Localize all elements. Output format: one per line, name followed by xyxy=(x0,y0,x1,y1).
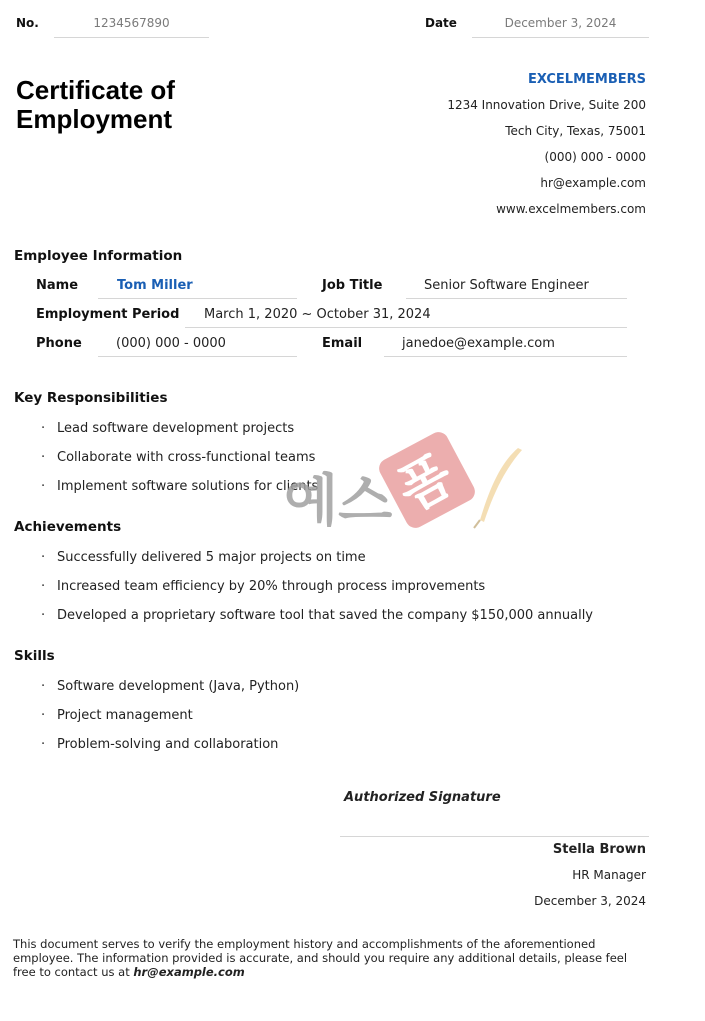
company-website: www.excelmembers.com xyxy=(496,202,646,216)
title-line-2: Employment xyxy=(16,104,173,134)
list-item-text: Implement software solutions for clients xyxy=(57,479,319,494)
phone-label: Phone xyxy=(36,336,82,351)
signatory-name: Stella Brown xyxy=(552,842,646,857)
list-item-text: Project management xyxy=(57,708,193,723)
list-item xyxy=(14,549,654,578)
list-item-text: Problem-solving and collaboration xyxy=(57,737,279,752)
company-name: EXCELMEMBERS xyxy=(527,72,646,87)
bullet-icon: · xyxy=(41,608,46,623)
bullet-icon: · xyxy=(41,421,46,436)
achievements-list xyxy=(14,549,654,636)
bullet-icon: · xyxy=(41,708,46,723)
signatory-position: HR Manager xyxy=(572,868,646,882)
company-email: hr@example.com xyxy=(540,176,646,190)
name-label: Name xyxy=(36,278,79,293)
footer-text: This document serves to verify the employment history and accomplishments of the aforementioned employee. The information provided is accurate, and should you require any additional details, please feel free to contact us at xyxy=(13,937,628,979)
list-item-text: Collaborate with cross-functional teams xyxy=(57,450,316,465)
bullet-icon: · xyxy=(41,550,46,565)
list-item xyxy=(14,607,654,636)
list-item-text: Developed a proprietary software tool that saved the company $150,000 annually xyxy=(57,608,594,623)
company-block xyxy=(346,72,646,228)
name-value: Tom Miller xyxy=(98,278,297,299)
list-item-text: Lead software development projects xyxy=(57,421,295,436)
list-item xyxy=(14,707,654,736)
list-item-text: Successfully delivered 5 major projects on time xyxy=(57,550,366,565)
bullet-icon: · xyxy=(41,579,46,594)
list-item xyxy=(14,578,654,607)
footer-note xyxy=(13,937,638,979)
employee-info-heading: Employee Information xyxy=(14,248,183,264)
job-title-label: Job Title xyxy=(322,278,383,293)
signature-line xyxy=(340,836,649,837)
company-address-line-1: 1234 Innovation Drive, Suite 200 xyxy=(447,98,646,112)
achievements-heading: Achievements xyxy=(14,519,122,535)
phone-value: (000) 000 - 0000 xyxy=(98,336,297,357)
document-title xyxy=(16,76,175,134)
list-item-text: Increased team efficiency by 20% through process improvements xyxy=(57,579,486,594)
watermark-graphic xyxy=(282,428,527,538)
bullet-icon: · xyxy=(41,479,46,494)
bullet-icon: · xyxy=(41,450,46,465)
email-label: Email xyxy=(322,336,363,351)
footer-email: hr@example.com xyxy=(133,965,245,979)
responsibilities-heading: Key Responsibilities xyxy=(14,390,168,406)
list-item xyxy=(14,678,654,707)
skills-list xyxy=(14,678,654,765)
authorized-signature-label: Authorized Signature xyxy=(344,790,501,805)
employment-period-value: March 1, 2020 ~ October 31, 2024 xyxy=(185,307,627,328)
number-value: 1234567890 xyxy=(54,16,209,38)
employment-period-label: Employment Period xyxy=(36,307,180,322)
watermark-text-part1: 예스 xyxy=(284,469,393,534)
skills-heading: Skills xyxy=(14,648,55,664)
svg-text:폼: 폼 xyxy=(387,442,463,523)
company-phone: (000) 000 - 0000 xyxy=(544,150,646,164)
company-address-line-2: Tech City, Texas, 75001 xyxy=(505,124,646,138)
signature-date: December 3, 2024 xyxy=(534,894,646,908)
date-value: December 3, 2024 xyxy=(472,16,649,38)
feather-pen-icon xyxy=(474,448,522,528)
email-value: janedoe@example.com xyxy=(384,336,627,357)
title-line-1: Certificate of xyxy=(16,75,175,105)
bullet-icon: · xyxy=(41,679,46,694)
list-item xyxy=(14,736,654,765)
list-item-text: Software development (Java, Python) xyxy=(57,679,300,694)
watermark-logo xyxy=(282,428,527,538)
bullet-icon: · xyxy=(41,737,46,752)
date-label: Date xyxy=(425,16,457,30)
job-title-value: Senior Software Engineer xyxy=(406,278,627,299)
number-label: No. xyxy=(16,16,39,30)
